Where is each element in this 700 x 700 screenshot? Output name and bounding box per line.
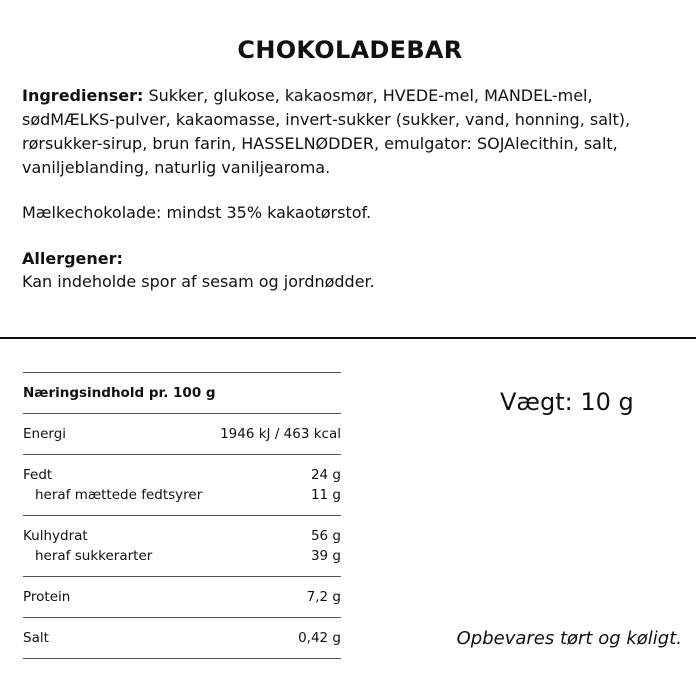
salt-value: 0,42 g bbox=[298, 630, 341, 646]
table-row bbox=[23, 546, 341, 566]
ingredients-block bbox=[22, 84, 682, 180]
salt-label: Salt bbox=[23, 630, 49, 646]
allergens-label: Allergener: bbox=[22, 249, 123, 268]
table-row bbox=[23, 424, 341, 444]
ingredients-text: Sukker, glukose, kakaosmør, HVEDE-mel, MANDEL-mel, sødMÆLKS-pulver, kakaomasse, invert-sukker (sukker, vand, honning, salt), rørsukker-sirup, brun farin, HASSELNØDDER, emulgator: SOJAlecithin, salt, vaniljeblanding, naturlig vaniljearoma. bbox=[22, 86, 631, 177]
energy-value: 1946 kJ / 463 kcal bbox=[220, 426, 341, 442]
saturated-label: heraf mættede fedtsyrer bbox=[35, 487, 203, 503]
protein-value: 7,2 g bbox=[306, 589, 341, 605]
fat-value: 24 g bbox=[310, 467, 341, 483]
allergens-text: Kan indeholde spor af sesam og jordnødder. bbox=[22, 272, 375, 291]
nutrition-header-label: Næringsindhold pr. 100 g bbox=[23, 385, 216, 401]
table-row bbox=[23, 485, 341, 505]
fat-label: Fedt bbox=[23, 467, 53, 483]
carbs-value: 56 g bbox=[310, 528, 341, 544]
table-row bbox=[23, 587, 341, 607]
table-row bbox=[23, 465, 341, 485]
sugars-value: 39 g bbox=[310, 548, 341, 564]
net-weight: Vægt: 10 g bbox=[500, 388, 634, 416]
protein-label: Protein bbox=[23, 589, 71, 605]
nutrition-header bbox=[23, 373, 341, 413]
energy-group bbox=[23, 414, 341, 454]
product-title: CHOKOLADEBAR bbox=[237, 36, 463, 64]
milk-chocolate-note: Mælkechokolade: mindst 35% kakaotørstof. bbox=[22, 203, 372, 222]
carbs-group bbox=[23, 516, 341, 576]
nutrition-table bbox=[23, 372, 341, 659]
salt-group bbox=[23, 618, 341, 658]
ingredients-label: Ingredienser: bbox=[22, 86, 144, 105]
section-divider bbox=[0, 337, 696, 339]
sugars-label: heraf sukkerarter bbox=[35, 548, 153, 564]
table-row bbox=[23, 526, 341, 546]
carbs-label: Kulhydrat bbox=[23, 528, 88, 544]
fat-group bbox=[23, 455, 341, 515]
table-rule bbox=[23, 658, 341, 659]
storage-instructions: Opbevares tørt og køligt. bbox=[456, 628, 682, 649]
saturated-value: 11 g bbox=[310, 487, 341, 503]
energy-label: Energi bbox=[23, 426, 67, 442]
protein-group bbox=[23, 577, 341, 617]
table-row bbox=[23, 628, 341, 648]
